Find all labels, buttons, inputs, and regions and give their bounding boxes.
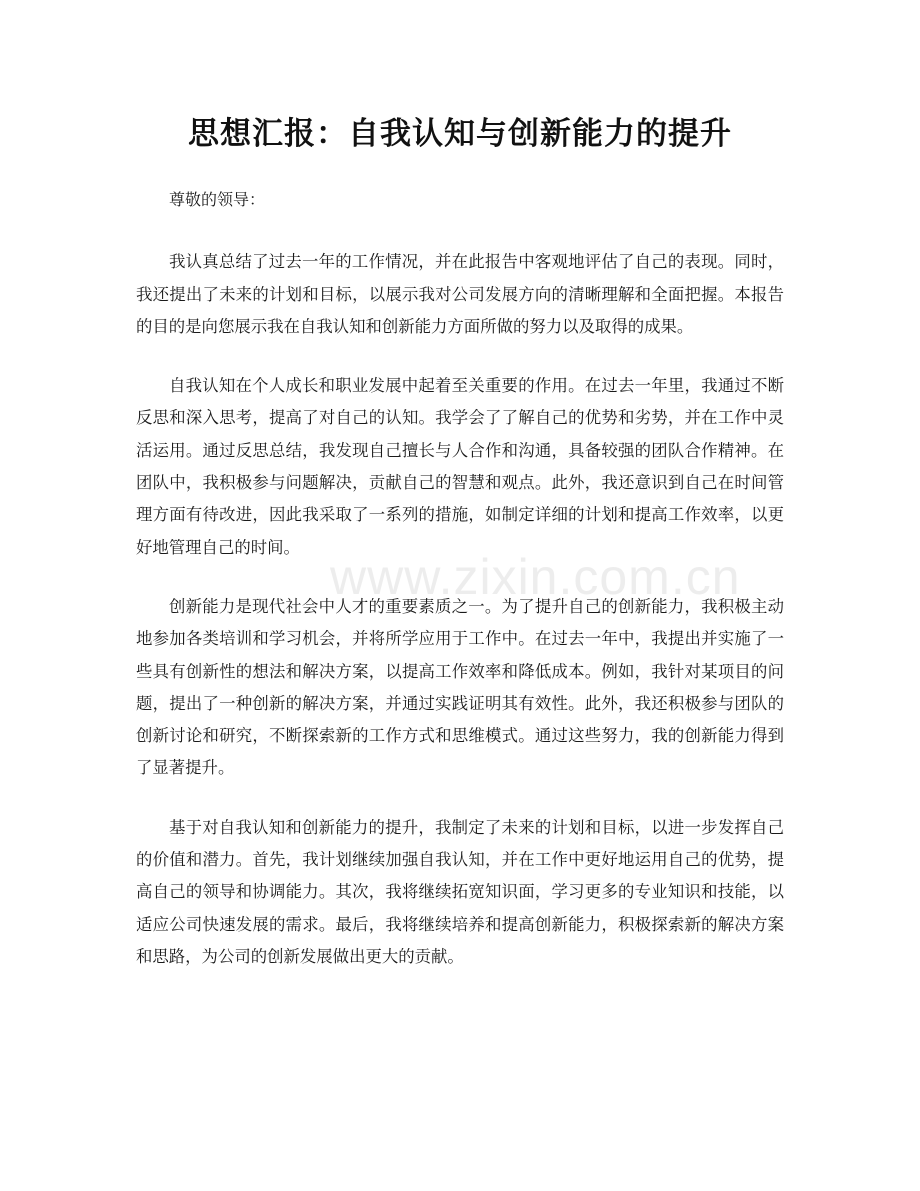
salutation: 尊敬的领导： xyxy=(169,190,266,209)
document-body xyxy=(136,184,784,1000)
paragraph-intro: 我认真总结了过去一年的工作情况，并在此报告中客观地评估了自己的表现。同时，我还提出了未来的计划和目标，以展示我对公司发展方向的清晰理解和全面把握。本报告的目的是向您展示我在自我认知和创新能力方面所做的努力以及取得的成果。 xyxy=(136,252,784,336)
paragraph-future-plans: 基于对自我认知和创新能力的提升，我制定了未来的计划和目标，以进一步发挥自己的价值和潜力。首先，我计划继续加强自我认知，并在工作中更好地运用自己的优势，提高自己的领导和协调能力。其次，我将继续拓宽知识面，学习更多的专业知识和技能，以适应公司快速发展的需求。最后，我将继续培养和提高创新能力，积极探索新的解决方案和思路，为公司的创新发展做出更大的贡献。 xyxy=(136,817,784,966)
paragraph-self-awareness: 自我认知在个人成长和职业发展中起着至关重要的作用。在过去一年里，我通过不断反思和深入思考，提高了对自己的认知。我学会了了解自己的优势和劣势，并在工作中灵活运用。通过反思总结，我发现自己擅长与人合作和沟通，具备较强的团队合作精神。在团队中，我积极参与问题解决，贡献自己的智慧和观点。此外，我还意识到自己在时间管理方面有待改进，因此我采取了一系列的措施，如制定详细的计划和提高工作效率，以更好地管理自己的时间。 xyxy=(136,376,784,557)
document-title: 思想汇报：自我认知与创新能力的提升 xyxy=(188,116,732,152)
watermark: www.zixin.com.cn xyxy=(330,549,741,605)
paragraph-innovation: 创新能力是现代社会中人才的重要素质之一。为了提升自己的创新能力，我积极主动地参加各类培训和学习机会，并将所学应用于工作中。在过去一年中，我提出并实施了一些具有创新性的想法和解决方案，以提高工作效率和降低成本。例如，我针对某项目的问题，提出了一种创新的解决方案，并通过实践证明其有效性。此外，我还积极参与团队的创新讨论和研究，不断探索新的工作方式和思维模式。通过这些努力，我的创新能力得到了显著提升。 xyxy=(136,596,784,778)
